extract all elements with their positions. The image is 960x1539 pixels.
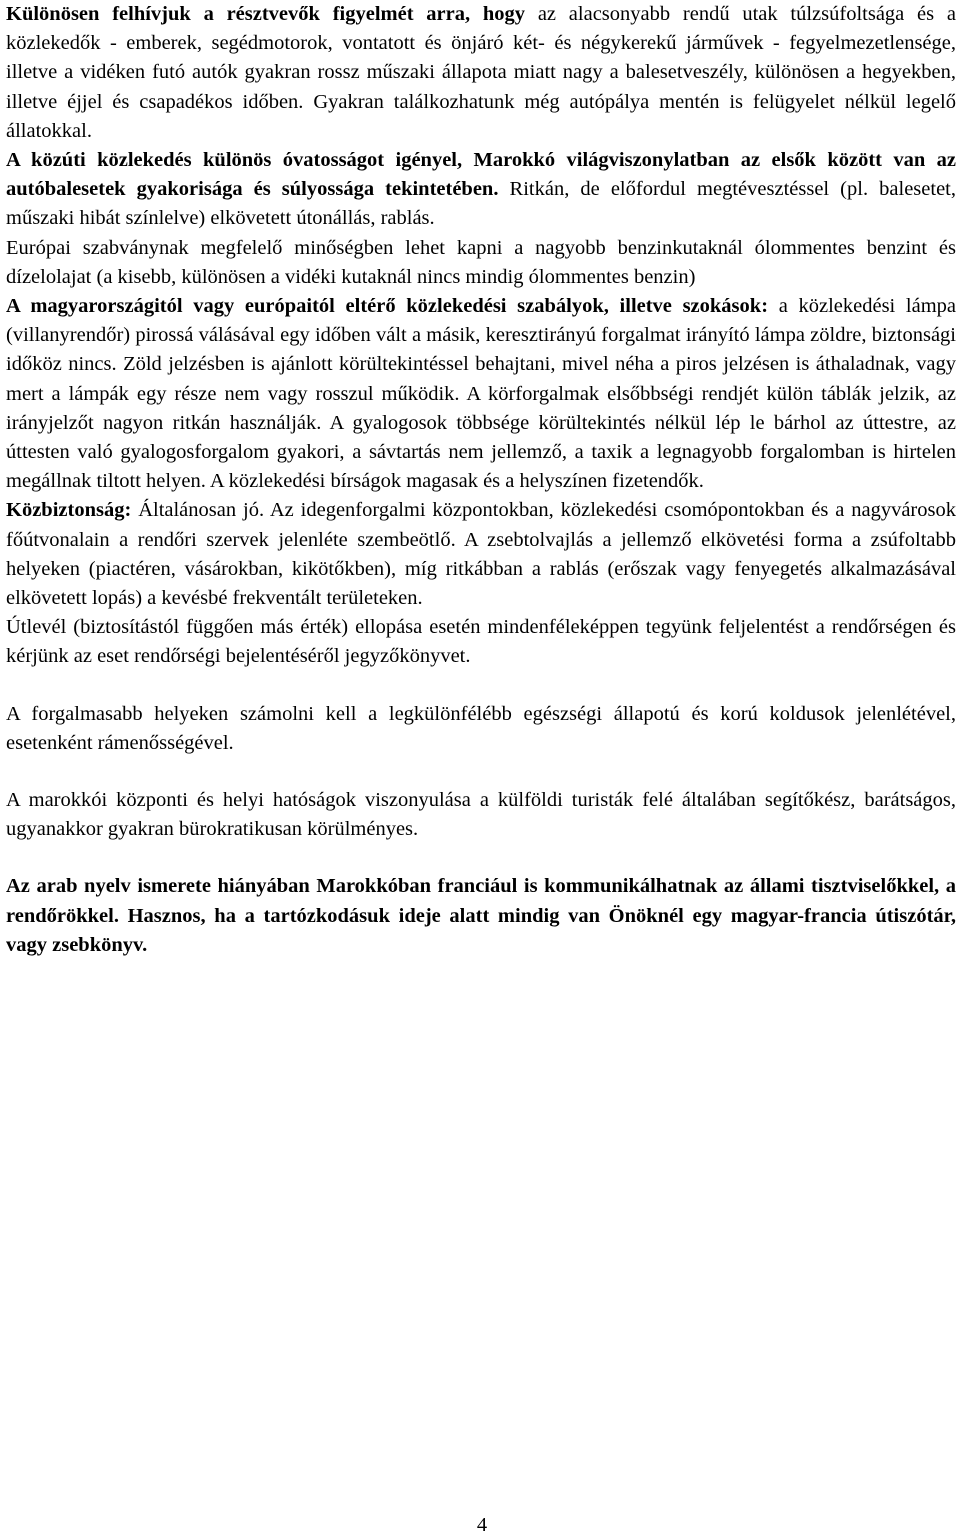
paragraph-text: A forgalmasabb helyeken számolni kell a legkülönfélébb egészségi állapotú és korú koldusok jelenlétével, esetenként rámenősségével. [6,702,956,754]
bold-lead-road-safety: A közúti közlekedés különös óvatosságot igényel, Marokkó világviszonylatban az elsők között van az autóbalesetek gyakorisága és súlyossága tekintetében. [6,149,956,201]
paragraph-text: Útlevél (biztosítástól függően más érték) ellopása esetén mindenféleképpen tegyünk feljelentést a rendőrségen és kérjünk az eset rendőrségi bejelentéséről jegyzőkönyvet. [6,616,956,668]
paragraph-authorities [6,786,956,844]
paragraph-passport [6,613,956,671]
paragraph-traffic-rules [6,292,956,496]
paragraph-text: a közlekedési lámpa (villanyrendőr) pirossá válásával egy időben vált a másik, keresztirányú forgalmat irányító lámpa zöldre, biztonsági időköz nincs. Zöld jelzésben is ajánlott körültekintéssel behajtani, mivel néha a piros jelzésen is áthaladnak, vagy mert a lámpák egy része nem vagy rosszul működik. A körforgalmak elsőbbségi rendjét külön táblák jelzik, az irányjelzőt nagyon ritkán használják. A gyalogosok többsége körültekintés nélkül lép le bárhol az úttestre, az úttesten való gyalogosforgalom gyakori, a sávtartás nem jellemző, a taxik a legnagyobb forgalomban is hirtelen megállnak tiltott helyen. A közlekedési bírságok magasak és a helyszínen fizetendők. [6,295,957,493]
paragraph-text: Ritkán, de előfordul megtévesztéssel (pl. balesetet, műszaki hibát színlelve) elkövetett útonállás, rablás. [6,178,956,230]
paragraph-road-safety [6,146,956,234]
paragraph-text: Általánosan jó. Az idegenforgalmi központokban, közlekedési csomópontokban és a nagyvárosok főútvonalain a rendőri szervek jelenléte szembeötlő. A zsebtolvajlás a jellemző elkövetési forma a zsúfoltabb helyeken (piactéren, vásárokban, kikötőkben), míg ritkábban a rablás (erőszak vagy fenyegetés alkalmazásával elkövetett lopás) a kevésbé frekventált területeken. [6,499,956,610]
bold-paragraph-language: Az arab nyelv ismerete hiányában Marokkóban franciául is kommunikálhatnak az állami tisztviselőkkel, a rendőrökkel. Hasznos, ha a tartózkodásuk ideje alatt mindig van Önöknél egy magyar-francia útiszótár, vagy zsebkönyv. [6,875,956,956]
paragraph-traffic-warning [6,0,956,146]
bold-lead-public-safety: Közbiztonság: [6,499,132,522]
document-page [6,0,956,960]
bold-lead-traffic-rules: A magyarországitól vagy európaitól eltérő közlekedési szabályok, illetve szokások: [6,295,769,318]
paragraph-language [6,872,956,960]
paragraph-text: A marokkói központi és helyi hatóságok viszonyulása a külföldi turisták felé általában segítőkész, barátságos, ugyanakkor gyakran bürokratikusan körülményes. [6,789,956,841]
paragraph-public-safety [6,496,956,613]
page-number: 4 [476,1514,488,1536]
paragraph-text: az alacsonyabb rendű utak túlzsúfoltsága és a közlekedők - emberek, segédmotorok, vontatott és önjáró két- és négykerekű járművek - fegyelmezetlensége, illetve a vidéken futó autók gyakran rossz műszaki állapota miatt nagy a balesetveszély, különösen a hegyekben, illetve éjjel és csapadékos időben. Gyakran találkozhatunk még autópálya mentén is felügyelet nélkül legelő állatokkal. [6,3,956,142]
paragraph-text: Európai szabványnak megfelelő minőségben lehet kapni a nagyobb benzinkutaknál ólommentes benzint és dízelolajat (a kisebb, különösen a vidéki kutaknál nincs mindig ólommentes benzin) [6,236,956,288]
paragraph-fuel [6,234,956,292]
bold-lead-warning: Különösen felhívjuk a résztvevők figyelmét arra, hogy [6,3,526,25]
paragraph-beggars [6,700,956,758]
